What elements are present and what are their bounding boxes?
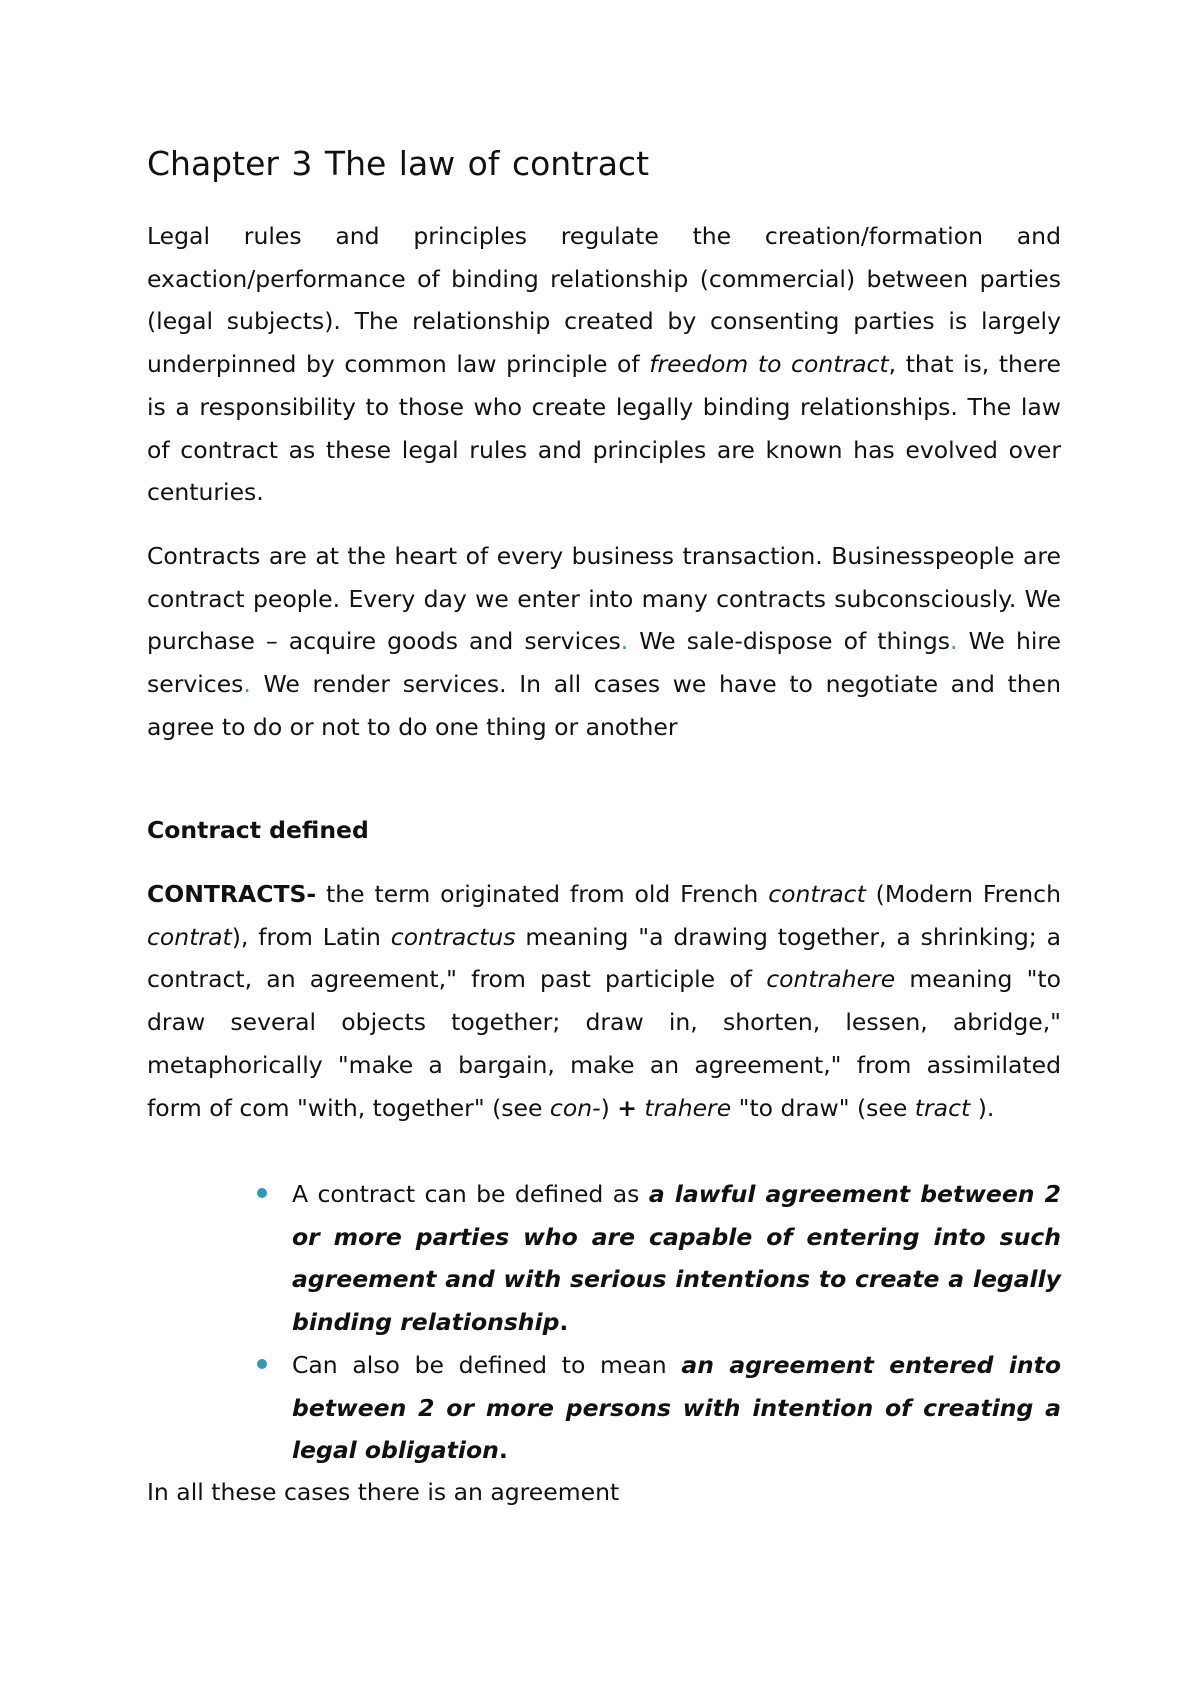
plus-sign: + [617, 1093, 637, 1122]
etymology-text-2: (Modern French [865, 880, 1061, 908]
intro-p2-text-d: We render services. In all cases we have to negotiate and then agree to do or not to do one thing or another [147, 670, 1061, 741]
bullet-dot-icon [257, 1359, 267, 1369]
intro-p1-text-a: Legal rules and principles regulate the creation/formation and exaction/performance of binding relationship (commercial) between parties (legal subjects). The relationship created by consenting parties is largely underpinned by common law principle of [147, 222, 1061, 379]
definition-bullet-list [292, 1173, 1061, 1472]
etymology-text-4: meaning "a drawing together, a shrinking; a contract, an agreement," from past participle of [147, 922, 1062, 994]
modern-french-word: contrat [147, 922, 232, 951]
intro-paragraph-2 [147, 535, 1061, 749]
etymology-text-9: ). [970, 1093, 995, 1122]
tract-link[interactable]: tract [914, 1093, 971, 1122]
accent-period-3: . [243, 670, 251, 699]
etymology-text-1: the term originated from old French [316, 880, 769, 908]
intro-paragraph-1 [147, 215, 1061, 514]
bullet-dot-icon [257, 1188, 267, 1198]
latin-contractus-word: contractus [390, 922, 516, 951]
french-contract-word: contract [768, 880, 866, 908]
etymology-text-3: ), from Latin [231, 922, 391, 951]
bullet-lead-text: A contract can be defined as [292, 1180, 649, 1208]
etymology-text-5: meaning "to draw several objects together; draw in, shorten, lessen, abridge," metaphorically "make a bargain, make an agreement," from assimilated form of com "with, together" (see [147, 965, 1061, 1122]
section-heading-contract-defined: Contract defined [147, 816, 369, 844]
etymology-paragraph [147, 873, 1061, 1129]
intro-p2-text-a: Contracts are at the heart of every business transaction. Businesspeople are contract people. Every day we enter into many contracts subconsciously. We purchase – acquire goods and services [147, 542, 1061, 656]
bullet-end-period: . [498, 1436, 508, 1465]
accent-period-1: . [620, 627, 629, 656]
latin-trahere-word: trahere [644, 1093, 732, 1122]
chapter-title: Chapter 3 The law of contract [147, 144, 650, 183]
con-link[interactable]: con- [549, 1093, 601, 1122]
bullet-end-period: . [559, 1308, 569, 1337]
intro-p1-text-b: , that is, there is a responsibility to those who create legally binding relationships. The law of contract as these legal rules and principles are known has evolved over centuries. [147, 350, 1061, 507]
bullet-lead-text: Can also be defined to mean [292, 1350, 682, 1379]
bullet-emphasis-text: an agreement entered into between 2 or more persons with intention of creating a legal obligation [292, 1350, 1061, 1465]
etymology-text-8: "to draw" (see [731, 1093, 915, 1122]
bullet-emphasis-text: a lawful agreement between 2 or more parties who are capable of entering into such agreement and with serious intentions to create a legally binding relationship [292, 1180, 1061, 1337]
latin-contrahere-word: contrahere [766, 965, 896, 994]
contracts-term: CONTRACTS- [147, 880, 317, 908]
closing-sentence: In all these cases there is an agreement [147, 1478, 620, 1506]
list-item [292, 1344, 1061, 1472]
intro-p2-text-b: We sale-dispose of things [628, 627, 951, 656]
intro-p2-text-c: We hire services [147, 627, 1061, 699]
accent-period-2: . [950, 627, 958, 656]
freedom-to-contract-emphasis: freedom to contract [649, 350, 889, 379]
etymology-text-6: ) [600, 1093, 618, 1122]
list-item [292, 1173, 1061, 1344]
